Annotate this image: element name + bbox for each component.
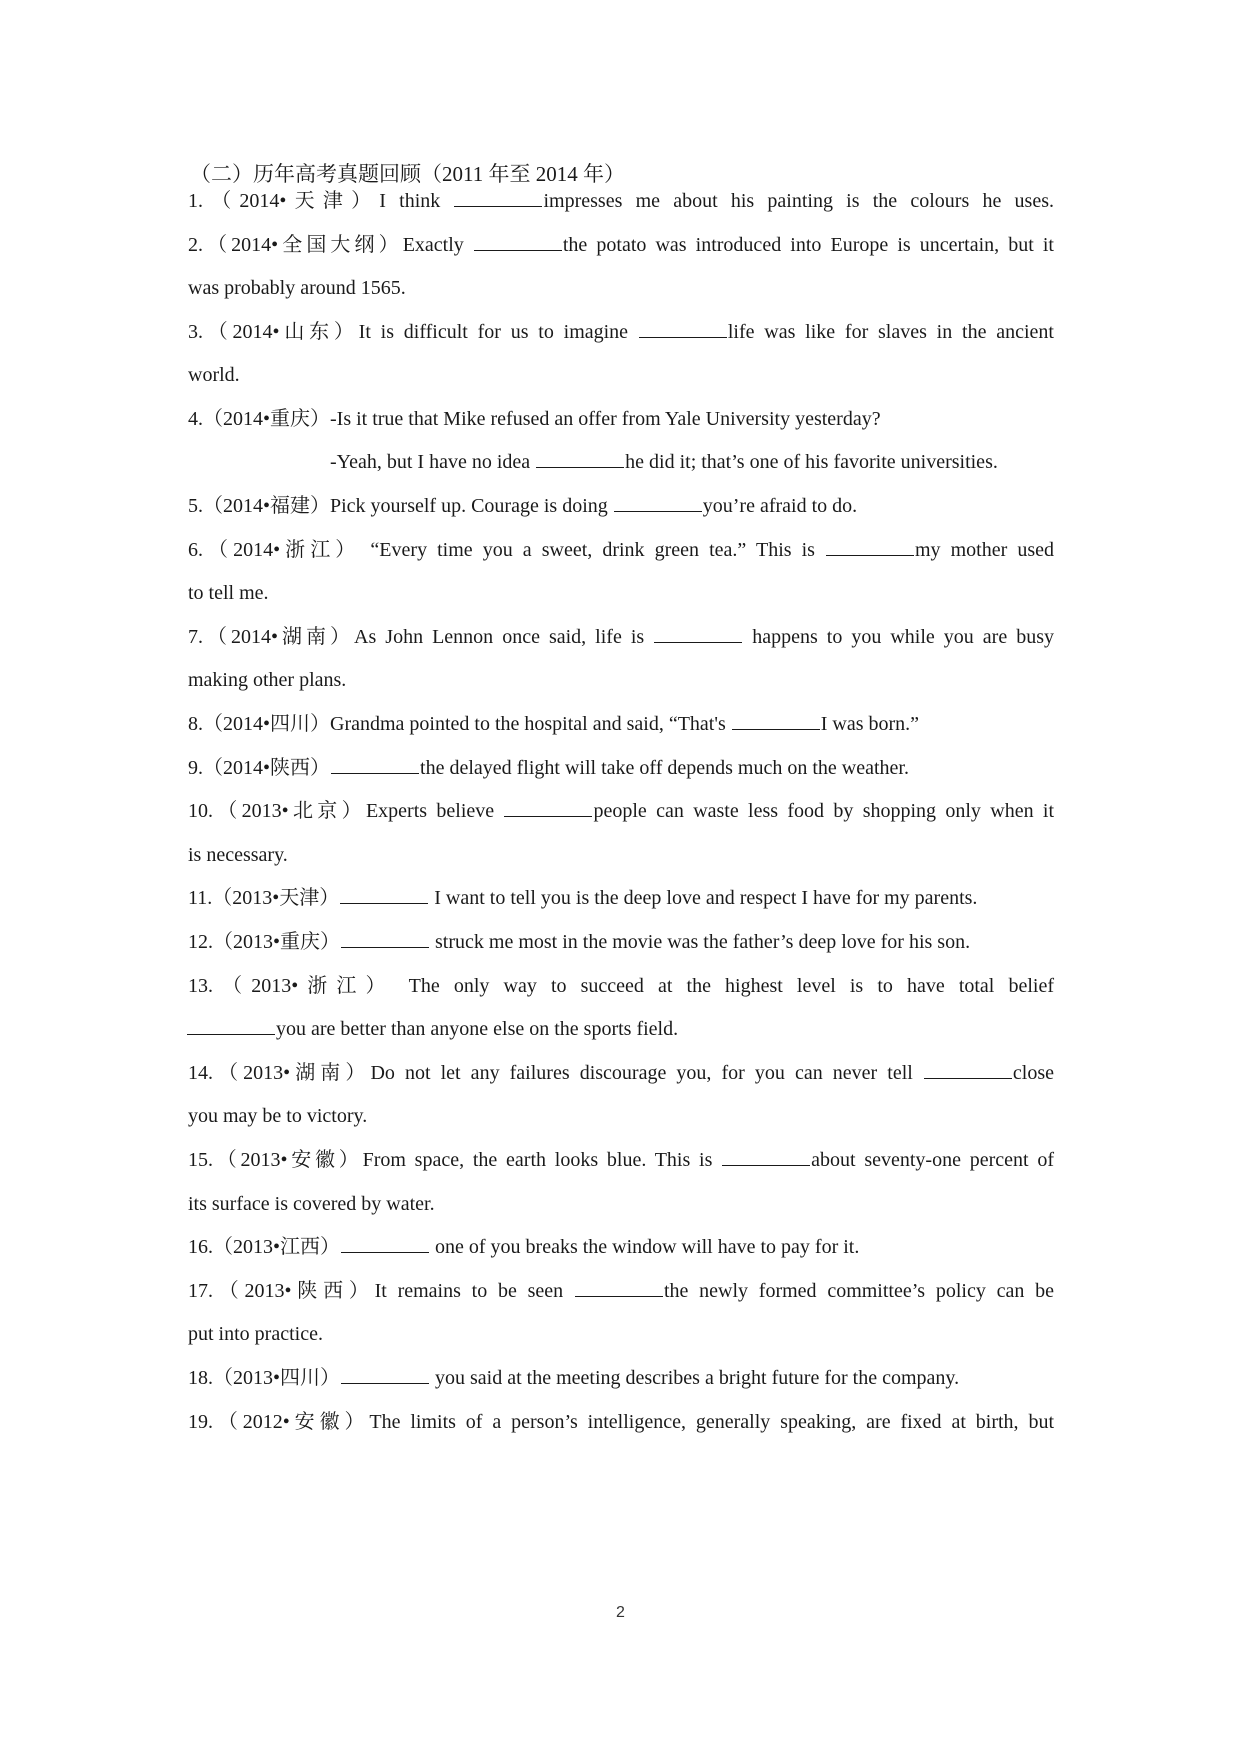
answer-blank[interactable] xyxy=(474,233,562,251)
question-line: put into practice. xyxy=(188,1323,323,1345)
question-line: making other plans. xyxy=(188,669,347,691)
question-line: 13.（2013•浙江） The only way to succeed at the highest level is to have total belief xyxy=(188,975,1054,997)
question-line: 15.（2013•安徽）From space, the earth looks blue. This is about seventy-one percent of xyxy=(188,1149,1054,1171)
question-line: 16.（2013•江西） one of you breaks the window will have to pay for it. xyxy=(188,1236,860,1258)
question-line: to tell me. xyxy=(188,582,269,604)
question-line: 6.（2014•浙江） “Every time you a sweet, drink green tea.” This is my mother used xyxy=(188,539,1054,561)
question-line: -Yeah, but I have no idea he did it; that’s one of his favorite universities. xyxy=(330,451,998,473)
question-line: 7.（2014•湖南）As John Lennon once said, life is happens to you while you are busy xyxy=(188,626,1054,648)
answer-blank[interactable] xyxy=(454,189,542,207)
answer-blank[interactable] xyxy=(340,886,428,904)
answer-blank[interactable] xyxy=(826,538,914,556)
answer-blank[interactable] xyxy=(504,799,592,817)
answer-blank[interactable] xyxy=(732,712,820,730)
question-line: you may be to victory. xyxy=(188,1105,368,1127)
question-line: 2.（2014•全国大纲）Exactly the potato was introduced into Europe is uncertain, but it xyxy=(188,234,1054,256)
question-line: world. xyxy=(188,364,240,386)
question-line: its surface is covered by water. xyxy=(188,1193,435,1215)
answer-blank[interactable] xyxy=(722,1148,810,1166)
answer-blank[interactable] xyxy=(575,1279,663,1297)
answer-blank[interactable] xyxy=(924,1061,1012,1079)
question-line: you are better than anyone else on the sports field. xyxy=(186,1014,1052,1044)
question-line: 17.（2013•陕西）It remains to be seen the newly formed committee’s policy can be xyxy=(188,1280,1054,1302)
question-line: 12.（2013•重庆） struck me most in the movie was the father’s deep love for his son. xyxy=(188,931,971,953)
answer-blank[interactable] xyxy=(639,320,727,338)
question-line: 1.（2014•天津）I think impresses me about his painting is the colours he uses. xyxy=(188,190,1054,212)
question-line: was probably around 1565. xyxy=(188,277,406,299)
answer-blank[interactable] xyxy=(341,1235,429,1253)
question-line: 18.（2013•四川） you said at the meeting describes a bright future for the company. xyxy=(188,1367,960,1389)
question-line: 3.（2014•山东）It is difficult for us to imagine life was like for slaves in the ancient xyxy=(188,321,1054,343)
section-heading: （二）历年高考真题回顾（2011 年至 2014 年） xyxy=(190,162,625,186)
question-line: 5.（2014•福建）Pick yourself up. Courage is doing you’re afraid to do. xyxy=(188,495,858,517)
answer-blank[interactable] xyxy=(187,1017,275,1035)
question-line: 11.（2013•天津） I want to tell you is the deep love and respect I have for my parents. xyxy=(188,887,978,909)
question-line: 4.（2014•重庆）-Is it true that Mike refused an offer from Yale University yesterday? xyxy=(188,408,881,430)
question-line: 9.（2014•陕西） the delayed flight will take off depends much on the weather. xyxy=(188,757,909,779)
question-line: 8.（2014•四川）Grandma pointed to the hospital and said, “That's I was born.” xyxy=(188,713,920,735)
question-line: 14.（2013•湖南）Do not let any failures discourage you, for you can never tell close xyxy=(188,1062,1054,1084)
question-line: 10.（2013•北京）Experts believe people can waste less food by shopping only when it xyxy=(188,800,1055,822)
question-line: is necessary. xyxy=(188,844,288,866)
page-number: 2 xyxy=(616,1604,625,1621)
answer-blank[interactable] xyxy=(331,756,419,774)
answer-blank[interactable] xyxy=(341,930,429,948)
answer-blank[interactable] xyxy=(536,450,624,468)
question-line: 19.（2012•安徽）The limits of a person’s intelligence, generally speaking, are fixed at birth, but xyxy=(188,1411,1054,1433)
answer-blank[interactable] xyxy=(341,1366,429,1384)
answer-blank[interactable] xyxy=(654,625,742,643)
answer-blank[interactable] xyxy=(614,494,702,512)
